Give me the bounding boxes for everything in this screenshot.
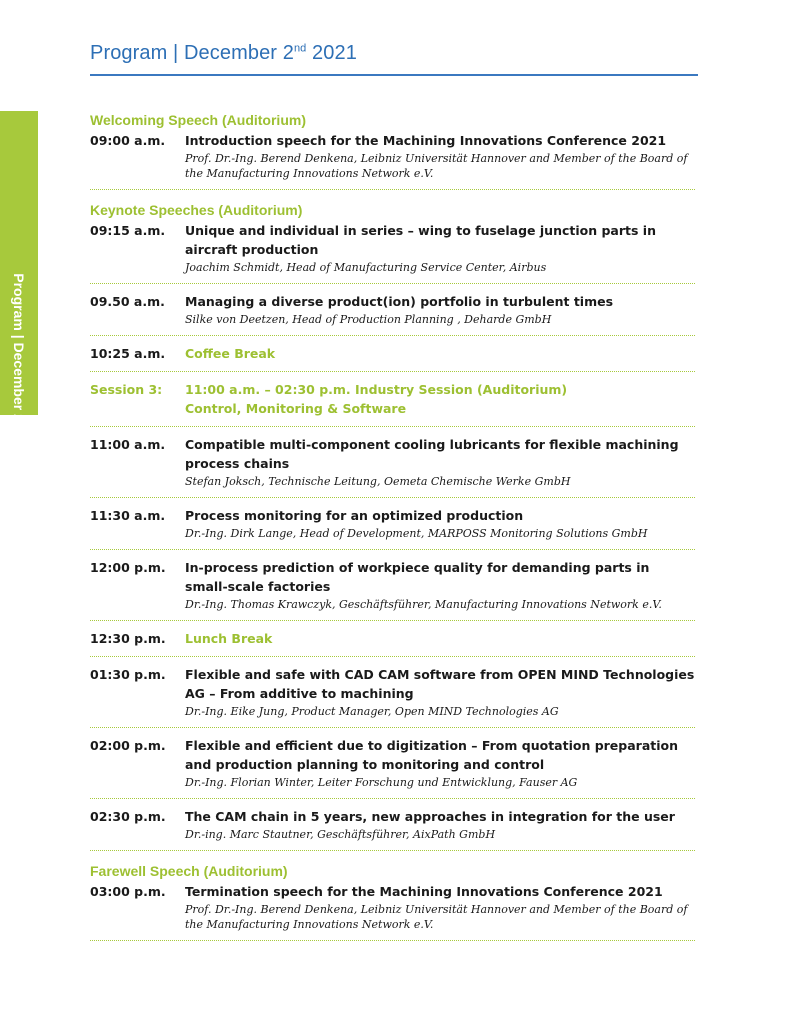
item-title: In-process prediction of workpiece quality for demanding parts in small-scale factories xyxy=(185,560,650,594)
program-item-break xyxy=(90,621,695,657)
item-title: Flexible and safe with CAD CAM software from OPEN MIND Technologies AG – From additive to machining xyxy=(185,667,695,701)
side-tab-label xyxy=(11,240,27,500)
item-speaker: Silke von Deetzen, Head of Production Planning , Deharde GmbH xyxy=(185,313,552,326)
item-time: 09:00 a.m. xyxy=(90,133,166,148)
page-title-ordinal: nd xyxy=(293,42,307,55)
program-item xyxy=(90,799,695,851)
page-title-text: Program | December 2 xyxy=(90,42,294,64)
item-time: 09.50 a.m. xyxy=(90,294,165,309)
item-title: The CAM chain in 5 years, new approaches in integration for the user xyxy=(185,809,675,824)
item-body xyxy=(185,344,695,363)
program-item xyxy=(90,880,695,941)
item-body xyxy=(185,506,695,541)
program-item xyxy=(90,657,695,728)
item-speaker: Joachim Schmidt, Head of Manufacturing Service Center, Airbus xyxy=(185,261,547,274)
program-item-session xyxy=(90,372,695,427)
item-title: Termination speech for the Machining Innovations Conference 2021 xyxy=(185,884,663,899)
item-title-break: Lunch Break xyxy=(185,631,273,646)
program-item xyxy=(90,284,695,336)
item-title: Introduction speech for the Machining Innovations Conference 2021 xyxy=(185,133,667,148)
program-item xyxy=(90,129,695,190)
item-body xyxy=(185,292,695,327)
session-subtitle: Control, Monitoring & Software xyxy=(185,401,407,416)
section-title-keynote: Keynote Speeches (Auditorium) xyxy=(90,202,303,218)
program-item xyxy=(90,427,695,498)
item-body xyxy=(185,221,695,275)
item-title-break: Coffee Break xyxy=(185,346,276,361)
side-tab-text: Program | December 2 xyxy=(11,273,27,422)
program-list xyxy=(90,108,695,941)
item-body xyxy=(185,131,695,181)
item-body xyxy=(185,435,695,489)
item-speaker: Dr.-Ing. Eike Jung, Product Manager, Open MIND Technologies AG xyxy=(185,705,559,718)
item-time: 03:00 p.m. xyxy=(90,884,166,899)
item-title: Managing a diverse product(ion) portfolio in turbulent times xyxy=(185,294,614,309)
item-body xyxy=(185,736,695,790)
item-speaker: Dr.-Ing. Florian Winter, Leiter Forschung und Entwicklung, Fauser AG xyxy=(185,776,578,789)
item-body xyxy=(185,882,695,932)
program-item xyxy=(90,550,695,621)
side-tab xyxy=(0,111,38,467)
item-time: 11:30 a.m. xyxy=(90,508,166,523)
item-title: Unique and individual in series – wing to fuselage junction parts in aircraft production xyxy=(185,223,656,257)
item-time: 11:00 a.m. xyxy=(90,437,166,452)
program-item xyxy=(90,219,695,284)
item-body xyxy=(185,807,695,842)
item-speaker: Prof. Dr.-Ing. Berend Denkena, Leibniz Universität Hannover and Member of the Board of the Manufacturing Innovations Network e.V. xyxy=(185,903,688,931)
header-rule xyxy=(90,74,698,76)
item-body xyxy=(185,629,695,648)
item-title: Compatible multi-component cooling lubricants for flexible machining process chains xyxy=(185,437,679,471)
page-title xyxy=(90,42,698,65)
program-item-break xyxy=(90,336,695,372)
item-time: 10:25 a.m. xyxy=(90,346,166,361)
item-body xyxy=(185,380,695,418)
program-item xyxy=(90,728,695,799)
program-item xyxy=(90,498,695,550)
item-time: 02:30 p.m. xyxy=(90,809,166,824)
item-title: Process monitoring for an optimized production xyxy=(185,508,524,523)
session-label: Session 3: xyxy=(90,382,163,397)
section-title-farewell: Farewell Speech (Auditorium) xyxy=(90,863,288,879)
page-title-year: 2021 xyxy=(306,42,357,64)
item-body xyxy=(185,558,695,612)
item-time: 12:30 p.m. xyxy=(90,631,166,646)
item-speaker: Prof. Dr.-Ing. Berend Denkena, Leibniz Universität Hannover and Member of the Board of the Manufacturing Innovations Network e.V. xyxy=(185,152,688,180)
item-time: 12:00 p.m. xyxy=(90,560,166,575)
item-speaker: Dr.-Ing. Thomas Krawczyk, Geschäftsführer, Manufacturing Innovations Network e.V. xyxy=(185,598,662,611)
item-time: 09:15 a.m. xyxy=(90,223,166,238)
session-title: 11:00 a.m. – 02:30 p.m. Industry Session (Auditorium) xyxy=(185,382,568,397)
item-speaker: Dr.-Ing. Dirk Lange, Head of Development, MARPOSS Monitoring Solutions GmbH xyxy=(185,527,648,540)
item-speaker: Stefan Joksch, Technische Leitung, Oemeta Chemische Werke GmbH xyxy=(185,475,571,488)
section-title-welcoming: Welcoming Speech (Auditorium) xyxy=(90,112,306,128)
item-time: 01:30 p.m. xyxy=(90,667,166,682)
side-tab-ordinal: nd xyxy=(17,421,27,432)
side-tab-year: 2021 xyxy=(11,431,27,467)
item-title: Flexible and efficient due to digitization – From quotation preparation and production planning to monitoring and control xyxy=(185,738,679,772)
item-body xyxy=(185,665,695,719)
item-speaker: Dr.-ing. Marc Stautner, Geschäftsführer, AixPath GmbH xyxy=(185,828,496,841)
item-time: 02:00 p.m. xyxy=(90,738,166,753)
